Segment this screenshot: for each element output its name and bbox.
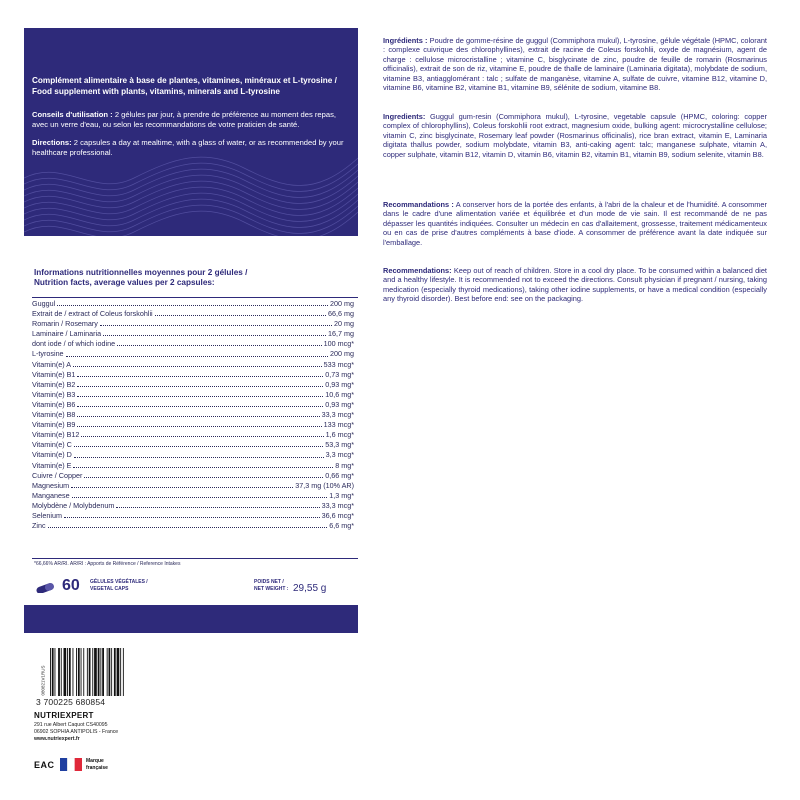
nutrient-value: 36,6 mcg*	[321, 510, 354, 520]
dot-leader	[81, 430, 323, 437]
dot-leader	[155, 309, 326, 316]
nutrition-row	[32, 390, 354, 400]
recommendations-en-text: Keep out of reach of children. Store in a cool dry place. To be consumed within a balanced diet and a healthy lifestyle. It is recommended not to exceed the directions. Consult physician if pregnant / nursing, taking medication (especially thyroid medications), taking other iodine supplements, or have a medical condition (especially any thyroid disorder). Best before end: see on the packaging.	[383, 266, 767, 304]
nutrient-value: 200 mg	[330, 349, 354, 359]
lot-code-text: 080821V1RUS	[40, 665, 46, 696]
divider	[32, 297, 358, 298]
nutrition-title-fr: Informations nutritionnelles moyennes pour 2 gélules /	[34, 268, 248, 277]
website-link[interactable]: www.nutriexpert.fr	[34, 736, 80, 742]
dot-leader	[71, 481, 293, 488]
nutrient-value: 1,6 mcg*	[325, 430, 354, 440]
nutrition-row	[32, 420, 354, 430]
nutrient-name: Guggul	[32, 299, 56, 308]
nutrient-name: Vitamin(e) B1	[32, 369, 76, 379]
address-line1: 291 rue Albert Caquot CS40095	[34, 722, 108, 728]
nutrition-row	[32, 450, 354, 460]
barcode-bar	[52, 648, 54, 696]
dot-leader	[116, 501, 319, 508]
ingredients-en-label: Ingredients:	[383, 112, 426, 121]
recommandations-fr	[383, 200, 767, 247]
nutrient-name: Vitamin(e) B2	[32, 379, 76, 389]
nutrition-row	[32, 481, 354, 491]
nutrient-value: 8 mg*	[335, 460, 354, 470]
nutrition-row	[32, 511, 354, 521]
nutrient-value: 533 mcg*	[323, 359, 354, 369]
directions-label: Directions:	[32, 138, 72, 147]
nutrient-value: 0,66 mg*	[325, 470, 354, 480]
dot-leader	[66, 349, 328, 356]
ingredients-en	[383, 112, 767, 159]
ingredients-fr	[383, 36, 767, 92]
capsule-label	[90, 579, 160, 593]
nutrition-row	[32, 349, 354, 359]
barcode-bar	[69, 648, 71, 696]
usage-advice	[32, 110, 352, 129]
nutrient-name: Vitamin(e) B6	[32, 399, 76, 409]
nutrient-name: Vitamin(e) B9	[32, 420, 76, 430]
nutrition-row	[32, 521, 354, 531]
dot-leader	[57, 299, 328, 306]
nutrition-row	[32, 380, 354, 390]
company-address	[34, 722, 234, 743]
capsule-count: 60	[62, 577, 80, 594]
dot-leader	[73, 461, 333, 468]
nutrition-row	[32, 309, 354, 319]
divider	[32, 558, 358, 559]
dot-leader	[77, 420, 321, 427]
capsule-icon	[34, 583, 56, 593]
nutrition-title-en: Nutrition facts, average values per 2 capsules:	[34, 278, 215, 287]
barcode-bar	[111, 648, 112, 696]
nutrient-name: Vitamin(e) C	[32, 440, 72, 450]
barcode-bar	[87, 648, 88, 696]
nutrition-row	[32, 440, 354, 450]
nutrition-title	[34, 268, 354, 288]
nutrient-value: 37,3 mg (10% AR)	[295, 480, 354, 490]
lot-code	[38, 648, 46, 698]
nutrient-value: 20 mg	[334, 319, 354, 329]
barcode-bar	[120, 648, 121, 696]
nutrition-row	[32, 360, 354, 370]
barcode-bar	[123, 648, 124, 696]
ingredients-en-text: Guggul gum-resin (Commiphora mukul), L-tyrosine, vegetable capsule (HPMC, coloring: copper complex of chlorophyllins), Coleus forskohlii root extract, magnesium oxide, bulking agent: microcrystalline cellulose; vitamin C, zinc bisglycinate, Rosemary leaf powder (Rosmarinus officinalis), rice bran extract, vitamin E, Laminaria digitata thallus powder, sodium molybdate, vitamin B3, anti-caking agent: talc; manganese sulphate, vitamin A, copper sulphate, vitamin B12, vitamin D, vitamin B6, vitamin B2, vitamin B1, vitamin B9, sodium selenite, vitamin B8.	[383, 112, 767, 159]
french-flag-icon	[60, 758, 82, 771]
nutrition-row	[32, 339, 354, 349]
nutrition-row	[32, 370, 354, 380]
barcode-bar	[73, 648, 74, 696]
barcode-bar	[78, 648, 80, 696]
nutrition-footnote: *66,66% AR/RI. AR/RI : Apports de Référence / Reference Intakes	[34, 561, 181, 567]
nutrient-value: 33,3 mcg*	[321, 500, 354, 510]
nutrient-value: 0,73 mg*	[325, 369, 354, 379]
nutrition-row	[32, 501, 354, 511]
bottom-bar	[24, 605, 358, 633]
capsule-label-fr: GÉLULES VÉGÉTALES /	[90, 579, 148, 585]
recommandations-fr-text: A conserver hors de la portée des enfants, à l'abri de la chaleur et de l'humidité. A consommer dans le cadre d'une alimentation variée et équilibrée et d'un mode de vie sain. Il est recommandé de ne pas dépasser les quantités indiquées. Consulter un médecin en cas d'allaitement, grossesse, traitement médicamenteux ou en cas de prise d'autres compléments à base d'iode. A consommer de préférence avant la date indiquée sur l'emballage.	[383, 200, 767, 247]
nutrient-value: 6,6 mg*	[329, 521, 354, 531]
dot-leader	[77, 410, 319, 417]
nutrition-row	[32, 471, 354, 481]
dot-leader	[77, 400, 323, 407]
nutrient-value: 3,3 mcg*	[325, 450, 354, 460]
directions-text: 2 capsules a day at mealtime, with a glass of water, or as recommended by your healthcare professional.	[32, 138, 344, 157]
barcode-bar	[61, 648, 62, 696]
nutrient-name: Romarin / Rosemary	[32, 319, 98, 329]
nutrient-value: 0,93 mg*	[325, 379, 354, 389]
barcode-bar	[117, 648, 120, 696]
directions	[32, 138, 352, 157]
barcode-bar	[55, 648, 56, 696]
ingredients-fr-label: Ingrédients :	[383, 36, 428, 45]
dot-leader	[72, 491, 328, 498]
eac-mark: EAC	[34, 760, 55, 770]
barcode-bar	[83, 648, 84, 696]
dot-leader	[74, 450, 324, 457]
nutrient-value: 100 mcg*	[323, 339, 354, 349]
barcode-digits: 3 700225 680854	[36, 697, 106, 707]
nutrition-table	[32, 299, 354, 531]
wave-decoration	[24, 28, 358, 236]
dot-leader	[84, 471, 323, 478]
nutrient-value: 1,3 mg*	[329, 490, 354, 500]
recommandations-fr-label: Recommandations :	[383, 200, 454, 209]
marque-francaise: Marque française	[86, 758, 108, 771]
nutrient-name: Vitamin(e) B3	[32, 389, 76, 399]
dot-leader	[77, 390, 323, 397]
nutrient-name: Vitamin(e) B12	[32, 430, 80, 440]
nutrition-row	[32, 410, 354, 420]
nutrient-value: 16,7 mg	[328, 329, 354, 339]
nutrient-name: Vitamin(e) B8	[32, 410, 76, 420]
capsule-label-en: VEGETAL CAPS	[90, 586, 129, 592]
nutrient-name: Extrait de / extract of Coleus forskohlii	[32, 309, 153, 319]
barcode-bar	[100, 648, 101, 696]
nutrition-row	[32, 491, 354, 501]
dot-leader	[64, 511, 320, 518]
barcode	[48, 648, 158, 698]
header-panel	[24, 28, 358, 236]
barcode-bar	[107, 648, 108, 696]
barcode-bar	[76, 648, 77, 696]
nutrient-name: Vitamin(e) A	[32, 359, 72, 369]
nutrition-row	[32, 319, 354, 329]
brand-logo: NUTRIEXPERT	[34, 711, 94, 720]
nutrition-row	[32, 461, 354, 471]
barcode-bar	[102, 648, 104, 696]
nutrient-value: 10,6 mg*	[325, 389, 354, 399]
barcode-bar	[81, 648, 82, 696]
dot-leader	[100, 319, 332, 326]
dot-leader	[77, 380, 323, 387]
nutrient-value: 53,3 mg*	[325, 440, 354, 450]
barcode-bar	[94, 648, 97, 696]
nutrient-name: Zinc	[32, 521, 46, 531]
dot-leader	[74, 440, 323, 447]
dot-leader	[117, 339, 322, 346]
usage-label: Conseils d'utilisation :	[32, 110, 113, 119]
nutrient-name: Selenium	[32, 510, 62, 520]
dot-leader	[77, 370, 323, 377]
recommendations-en	[383, 266, 767, 304]
nutrient-value: 66,6 mg	[328, 309, 354, 319]
barcode-bar	[92, 648, 93, 696]
net-weight-value: 29,55 g	[293, 583, 327, 594]
nutrient-name: L-tyrosine	[32, 349, 64, 359]
dot-leader	[73, 360, 322, 367]
nutrition-row	[32, 299, 354, 309]
nutrient-value: 33,3 mcg*	[321, 410, 354, 420]
nutrition-row	[32, 400, 354, 410]
barcode-bar	[89, 648, 91, 696]
nutrient-value: 200 mg	[330, 299, 354, 308]
nutrient-value: 133 mcg*	[323, 420, 354, 430]
nutrient-name: Manganese	[32, 490, 70, 500]
dot-leader	[103, 329, 326, 336]
net-label-fr: POIDS NET /	[254, 579, 284, 585]
nutrient-name: Vitamin(e) D	[32, 450, 72, 460]
nutrition-row	[32, 329, 354, 339]
product-description: Complément alimentaire à base de plantes, vitamines, minéraux et L-tyrosine / Food supplement with plants, vitamins, minerals and L-tyrosine	[32, 76, 337, 96]
barcode-bar	[50, 648, 51, 696]
address-line2: 06902 SOPHIA ANTIPOLIS - France	[34, 729, 119, 735]
ingredients-fr-text: Poudre de gomme-résine de guggul (Commiphora mukul), L-tyrosine, gélule végétale (HPMC, colorant : complexe cuivrique des chlorophyllines), extrait de racine de Coleus forskohlii, oxyde de magnésium, agent de charge : cellulose microcristalline ; vitamine C, bisglycinate de zinc, poudre de feuille de romarin (Rosmarinus officinalis), extrait de son de riz, vitamine E, poudre de thalle de laminaire (Laminaria digitata), molybdate de sodium, vitamine B3, antiagglomérant : talc ; sulfate de manganèse, vitamine A, sulfate de cuivre, vitamine B12, vitamine D, vitamine B6, vitamine B2, vitamine B1, vitamine B9, sélénite de sodium, vitamine B8.	[383, 36, 767, 93]
nutrition-row	[32, 430, 354, 440]
net-label-en: NET WEIGHT :	[254, 586, 289, 592]
dot-leader	[48, 521, 328, 528]
nutrient-name: Vitamin(e) E	[32, 460, 72, 470]
barcode-bar	[58, 648, 60, 696]
nutrient-value: 0,93 mg*	[325, 399, 354, 409]
recommendations-en-label: Recommendations:	[383, 266, 452, 275]
nutrient-name: Molybdène / Molybdenum	[32, 500, 115, 510]
nutrient-name: Cuivre / Copper	[32, 470, 83, 480]
nutrient-name: dont iode / of which iodine	[32, 339, 116, 349]
barcode-bar	[109, 648, 111, 696]
nutrient-name: Laminaire / Laminaria	[32, 329, 102, 339]
usage-text: 2 gélules par jour, à prendre de préférence au moment des repas, avec un verre d'eau, ou selon les recommandations de votre praticien de santé.	[32, 110, 337, 129]
barcode-bar	[114, 648, 116, 696]
barcode-bar	[98, 648, 100, 696]
barcode-bar	[64, 648, 67, 696]
nutrient-name: Magnesium	[32, 480, 70, 490]
barcode-bar	[67, 648, 68, 696]
